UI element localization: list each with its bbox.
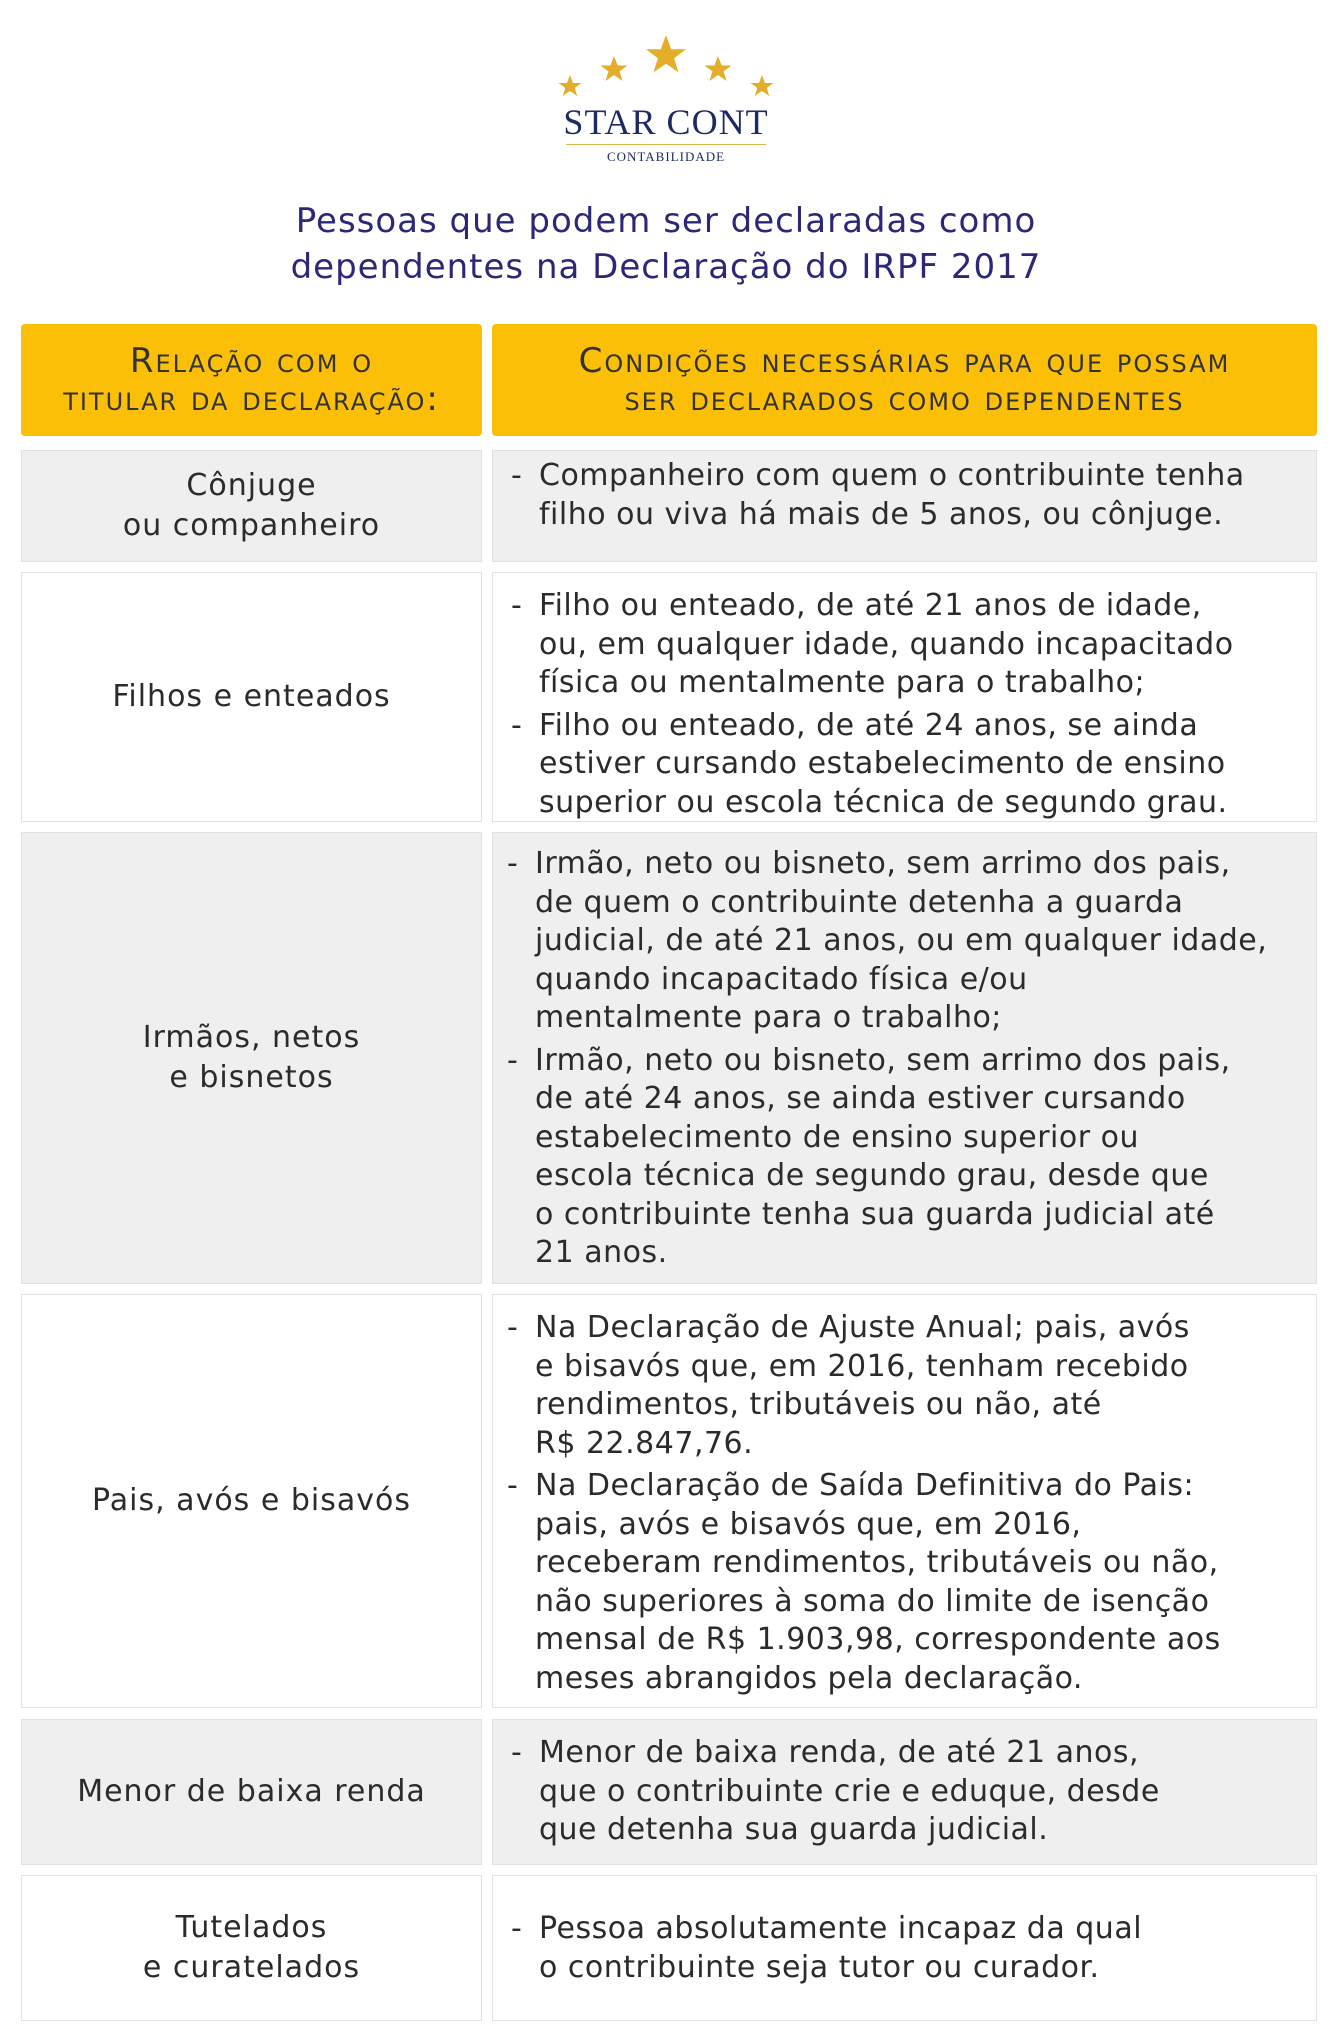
star-cont-logo (0, 30, 1332, 180)
conditions-cell (492, 450, 1317, 562)
header-conditions-line-1: Condições necessárias para que possam (578, 341, 1231, 381)
header-relation-line-2: titular da declaração: (63, 379, 440, 419)
page-title-line-1: Pessoas que podem ser declaradas como (295, 201, 1037, 241)
relation-cell: Tutelados e curatelados (21, 1875, 482, 2021)
conditions-cell (492, 572, 1317, 822)
conditions-list (511, 587, 1306, 822)
conditions-list (511, 1734, 1306, 1850)
conditions-cell (492, 832, 1317, 1284)
conditions-list (511, 1910, 1306, 1987)
conditions-list (507, 845, 1306, 1273)
condition-item: - Na Declaração de Saída Definitiva do Pais: pais, avós e bisavós que, em 2016, receberam rendimentos, tributáveis ou não, não superiores à soma do limite de isenção mensal de R$ 1.903,98, correspondente aos meses abrangidos pela declaração. (507, 1467, 1306, 1698)
logo-name: STAR CONT (563, 102, 769, 142)
logo-subtitle: CONTABILIDADE (606, 149, 726, 164)
page-title-line-2: dependentes na Declaração do IRPF 2017 (290, 247, 1042, 287)
conditions-cell (492, 1719, 1317, 1865)
logo-divider (566, 144, 766, 145)
header-conditions-line-2: ser declarados como dependentes (624, 379, 1185, 419)
condition-item: - Irmão, neto ou bisneto, sem arrimo dos pais, de quem o contribuinte detenha a guarda judicial, de até 21 anos, ou em qualquer idade, quando incapacitado física e/ou mentalmente para o trabalho; (507, 845, 1306, 1038)
relation-cell: Menor de baixa renda (21, 1719, 482, 1865)
condition-item: - Pessoa absolutamente incapaz da qual o contribuinte seja tutor ou curador. (511, 1910, 1306, 1987)
header-relation (21, 324, 482, 436)
conditions-list (511, 457, 1306, 534)
relation-cell: Irmãos, netos e bisnetos (21, 832, 482, 1284)
page-title (0, 198, 1332, 290)
header-conditions (492, 324, 1317, 436)
stars-icon (546, 30, 786, 100)
header-relation-line-1: Relação com o (129, 341, 374, 381)
condition-item: - Irmão, neto ou bisneto, sem arrimo dos pais, de até 24 anos, se ainda estiver cursando estabelecimento de ensino superior ou escola técnica de segundo grau, desde que o contribuinte tenha sua guarda judicial até 21 anos. (507, 1042, 1306, 1273)
conditions-cell (492, 1875, 1317, 2021)
conditions-cell (492, 1294, 1317, 1708)
relation-cell: Cônjuge ou companheiro (21, 450, 482, 562)
condition-item: - Filho ou enteado, de até 24 anos, se ainda estiver cursando estabelecimento de ensino superior ou escola técnica de segundo grau. (511, 707, 1306, 823)
relation-cell: Filhos e enteados (21, 572, 482, 822)
relation-cell: Pais, avós e bisavós (21, 1294, 482, 1708)
condition-item: - Na Declaração de Ajuste Anual; pais, avós e bisavós que, em 2016, tenham recebido rendimentos, tributáveis ou não, até R$ 22.847,76. (507, 1309, 1306, 1463)
condition-item: - Menor de baixa renda, de até 21 anos, que o contribuinte crie e eduque, desde que detenha sua guarda judicial. (511, 1734, 1306, 1850)
condition-item: - Filho ou enteado, de até 21 anos de idade, ou, em qualquer idade, quando incapacitado física ou mentalmente para o trabalho; (511, 587, 1306, 703)
condition-item: - Companheiro com quem o contribuinte tenha filho ou viva há mais de 5 anos, ou cônjuge. (511, 457, 1306, 534)
conditions-list (507, 1309, 1306, 1698)
